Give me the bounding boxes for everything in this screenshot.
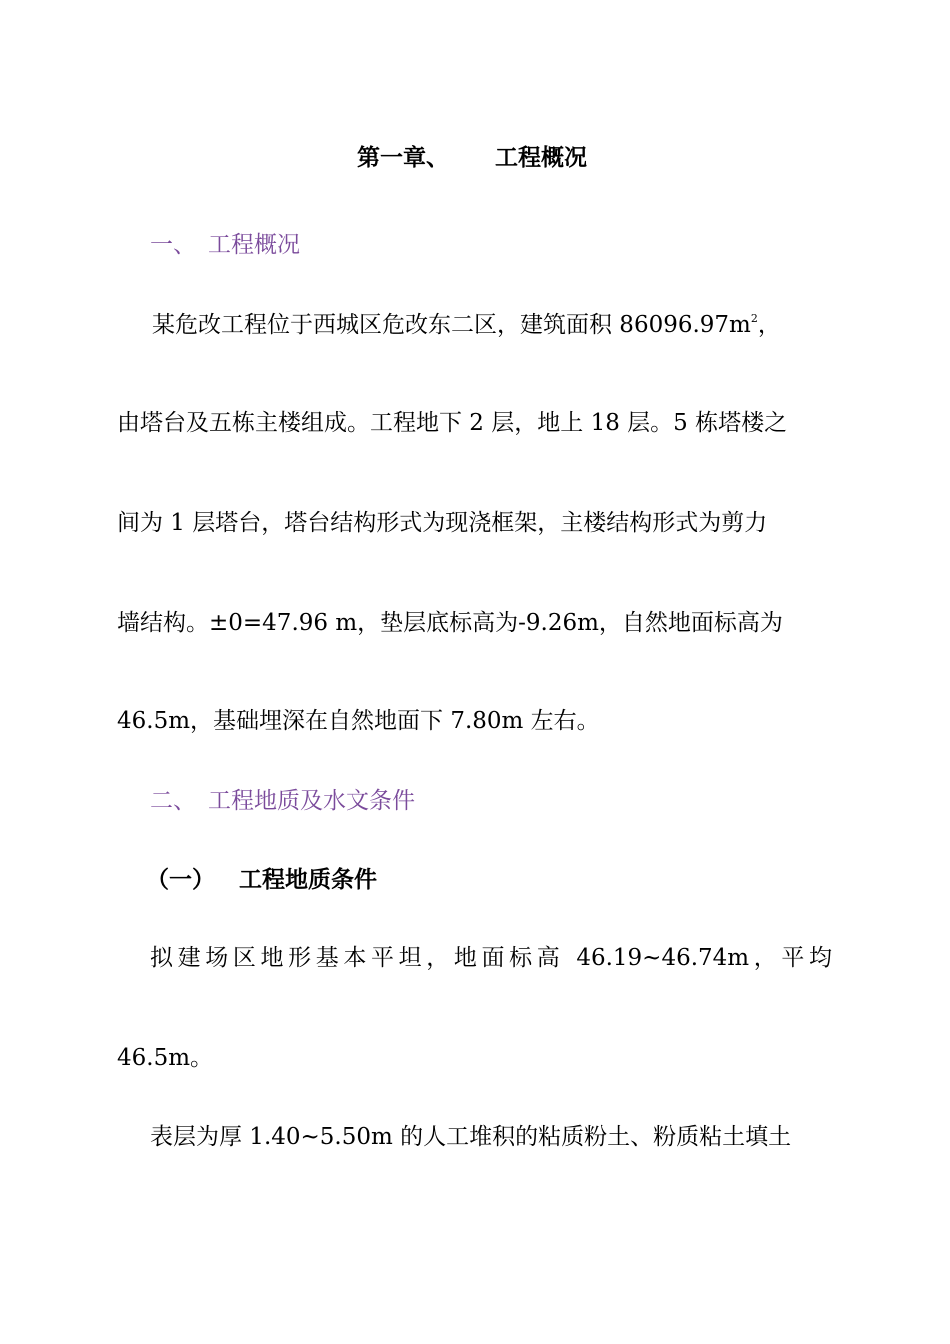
chapter-number: 第一章、	[357, 145, 449, 171]
paragraph-line: 46.5m。	[117, 1045, 214, 1071]
paragraph-line: 由塔台及五栋主楼组成。工程地下 2 层，地上 18 层。5 栋塔楼之	[117, 410, 788, 436]
paragraph-line: 某危改工程位于西城区危改东二区，建筑面积 $86096.97m^2$，	[152, 312, 781, 338]
chapter-title	[357, 143, 587, 173]
paragraph-line: 间为 1 层塔台，塔台结构形式为现浇框架，主楼结构形式为剪力	[117, 510, 768, 536]
paragraph-line: 表层为厚 1.40~5.50m 的人工堆积的粘质粉土、粉质粘土填土	[150, 1124, 792, 1150]
section-heading-2	[150, 786, 415, 816]
paragraph-line: 拟建场区地形基本平坦，地面标高 46.19~46.74m，平均	[150, 945, 832, 971]
section-title: 工程概况	[208, 232, 300, 258]
subsection-title: 工程地质条件	[239, 867, 377, 893]
section-number: 二、	[150, 788, 196, 814]
section-title: 工程地质及水文条件	[208, 788, 415, 814]
paragraph-line: 46.5m，基础埋深在自然地面下 7.80m 左右。	[117, 708, 600, 734]
subsection-number: （一）	[146, 867, 215, 893]
paragraph-line: 墙结构。±0=47.96 m，垫层底标高为-9.26m，自然地面标高为	[117, 610, 783, 636]
section-heading-1	[150, 230, 300, 260]
subsection-heading	[146, 865, 377, 895]
superscript: 2	[750, 312, 758, 325]
chapter-title-text: 工程概况	[495, 145, 587, 171]
section-number: 一、	[150, 232, 196, 258]
